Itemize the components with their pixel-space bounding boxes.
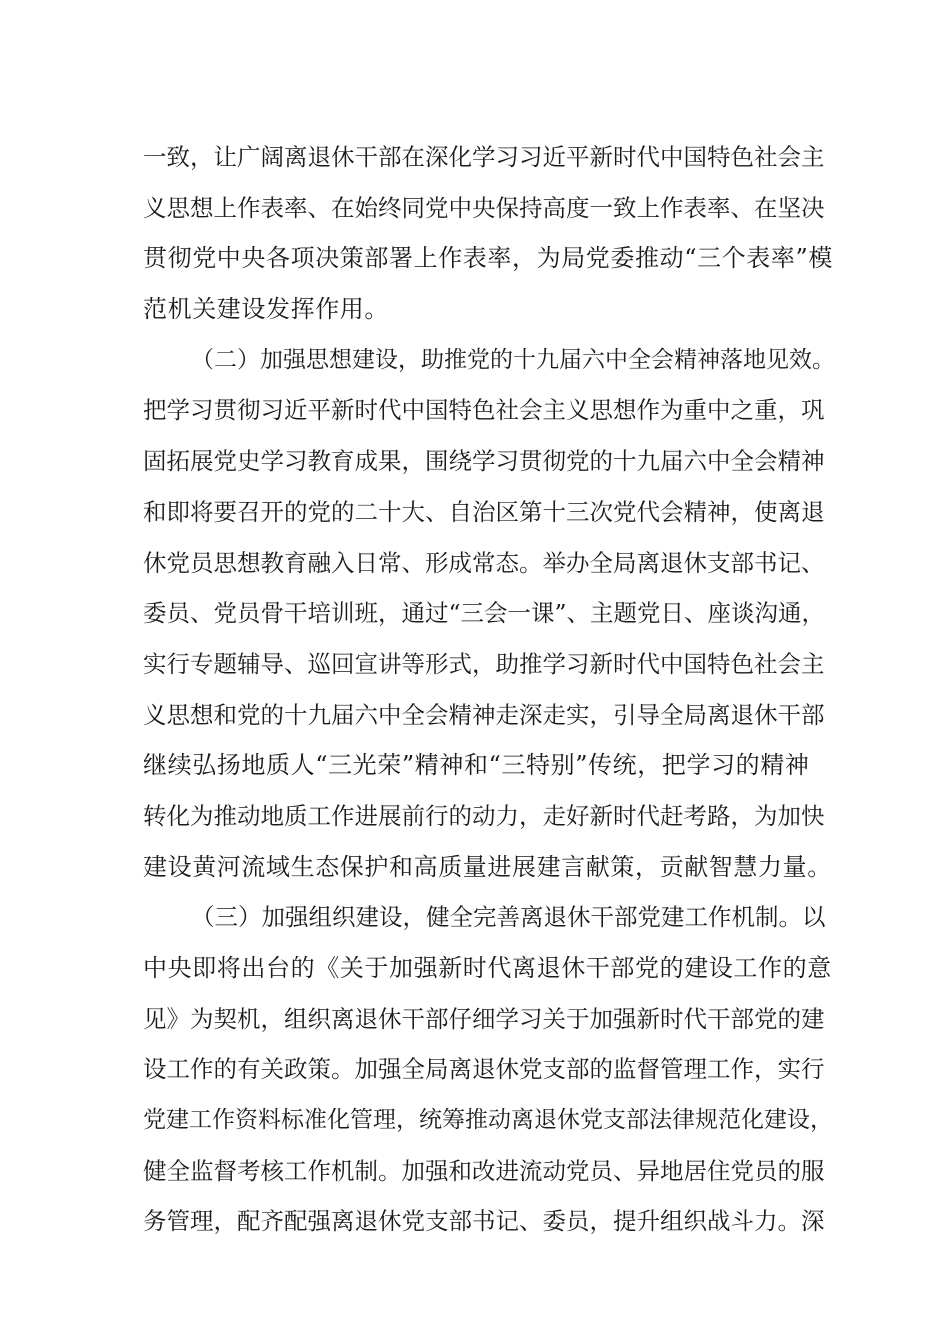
text-line: 转化为推动地质工作进展前行的动力，走好新时代赶考路，为加快 <box>143 801 825 830</box>
text-line: 设工作的有关政策。加强全局离退休党支部的监督管理工作，实行 <box>143 1055 825 1084</box>
text-line: 把学习贯彻习近平新时代中国特色社会主义思想作为重中之重，巩 <box>143 396 825 425</box>
text-line: 健全监督考核工作机制。加强和改进流动党员、异地居住党员的服 <box>143 1156 825 1185</box>
text-line: 贯彻党中央各项决策部署上作表率，为局党委推动“三个表率”模 <box>143 244 833 273</box>
text-line: 义思想上作表率、在始终同党中央保持高度一致上作表率、在坚决 <box>143 193 825 222</box>
text-line: 建设黄河流域生态保护和高质量进展建言献策，贡献智慧力量。 <box>143 852 832 881</box>
text-line: 党建工作资料标准化管理，统筹推动离退休党支部法律规范化建设， <box>143 1107 833 1134</box>
text-line: 范机关建设发挥作用。 <box>143 295 389 324</box>
section-heading-line: （二）加强思想建设，助推党的十九届六中全会精神落地见效。 <box>191 346 835 373</box>
text-line: 固拓展党史学习教育成果，围绕学习贯彻党的十九届六中全会精神 <box>143 447 825 476</box>
text-line: 继续弘扬地质人“三光荣”精神和“三特别”传统，把学习的精神 <box>143 751 810 780</box>
text-line: 中央即将出台的《关于加强新时代离退休干部党的建设工作的意 <box>143 954 832 982</box>
text-line: 一致，让广阔离退休干部在深化学习习近平新时代中国特色社会主 <box>143 143 825 171</box>
text-line: 休党员思想教育融入日常、形成常态。举办全局离退休支部书记、 <box>143 548 825 577</box>
document-body <box>143 132 843 1247</box>
section-heading-line: （三）加强组织建设，健全完善离退休干部党建工作机制。以 <box>191 903 826 932</box>
text-line: 和即将要召开的党的二十大、自治区第十三次党代会精神，使离退 <box>143 497 825 526</box>
text-line: 务管理，配齐配强离退休党支部书记、委员，提升组织战斗力。深 <box>143 1207 825 1236</box>
text-line: 义思想和党的十九届六中全会精神走深走实，引导全局离退休干部 <box>143 700 825 729</box>
text-line: 实行专题辅导、巡回宣讲等形式，助推学习新时代中国特色社会主 <box>143 649 825 678</box>
text-line: 委员、党员骨干培训班，通过“三会一课”、主题党日、座谈沟通， <box>143 599 826 628</box>
text-line: 见》为契机，组织离退休干部仔细学习关于加强新时代干部党的建 <box>143 1004 825 1033</box>
